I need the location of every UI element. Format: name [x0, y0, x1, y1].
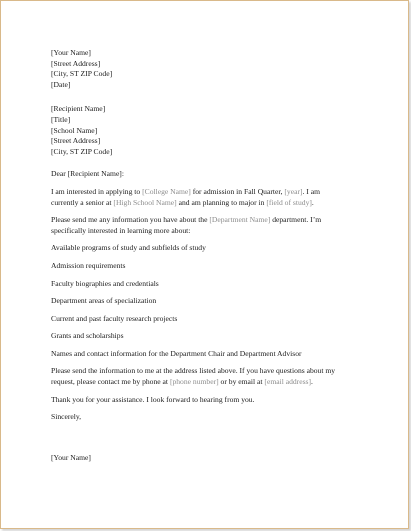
field-of-study-placeholder: [field of study]	[266, 197, 312, 207]
list-item: Available programs of study and subfields of study	[51, 243, 206, 253]
sender-name: [Your Name]	[51, 48, 91, 57]
list-item: Grants and scholarships	[51, 331, 124, 341]
recipient-name: [Recipient Name]	[51, 104, 106, 114]
signature-name: [Your Name]	[51, 452, 91, 462]
salutation: Dear [Recipient Name]:	[51, 169, 124, 179]
letter-body	[51, 48, 371, 463]
department-name-placeholder: [Department Name]	[209, 215, 271, 225]
college-name-placeholder: [College Name]	[142, 186, 191, 196]
closing: Sincerely,	[51, 412, 82, 422]
sender-city: [City, ST ZIP Code]	[51, 69, 113, 79]
list-item: Current and past faculty research projects	[51, 313, 178, 323]
paragraph-contact-line-1: Please send the information to me at the address listed above. If you have questions about my	[51, 366, 336, 376]
recipient-school: [School Name]	[51, 125, 98, 135]
recipient-street: [Street Address]	[51, 136, 101, 146]
list-item: Faculty biographies and credentials	[51, 278, 159, 288]
sender-street: [Street Address]	[51, 58, 101, 68]
high-school-placeholder: [High School Name]	[113, 197, 177, 207]
paragraph-interest	[51, 187, 371, 208]
letter-date: [Date]	[51, 79, 71, 89]
recipient-title: [Title]	[51, 114, 71, 124]
recipient-city: [City, ST ZIP Code]	[51, 146, 113, 156]
paragraph-request	[51, 215, 371, 236]
sender-address	[51, 48, 371, 90]
list-item: Names and contact information for the Department Chair and Department Advisor	[51, 348, 302, 358]
paragraph-request-line-1: Please send me any information you have about the [Department Name] department. I’m	[51, 215, 322, 225]
paragraph-contact	[51, 366, 371, 387]
paragraph-request-line-2: specifically interested in learning more about:	[51, 225, 191, 235]
paragraph-interest-line-2: currently a senior at [High School Name] and am planning to major in [field of study].	[51, 197, 314, 207]
list-item: Department areas of specialization	[51, 296, 157, 306]
phone-placeholder: [phone number]	[169, 377, 219, 387]
year-placeholder: [year]	[284, 186, 303, 196]
list-item: Admission requirements	[51, 260, 126, 270]
paragraph-contact-line-2: request, please contact me by phone at [phone number] or by email at [email address].	[51, 377, 313, 387]
thanks-line: Thank you for your assistance. I look forward to hearing from you.	[51, 394, 255, 404]
email-placeholder: [email address]	[264, 377, 312, 387]
paragraph-interest-line-1: I am interested in applying to [College Name] for admission in Fall Quarter, [year]. I am	[51, 186, 321, 196]
recipient-address	[51, 104, 371, 157]
